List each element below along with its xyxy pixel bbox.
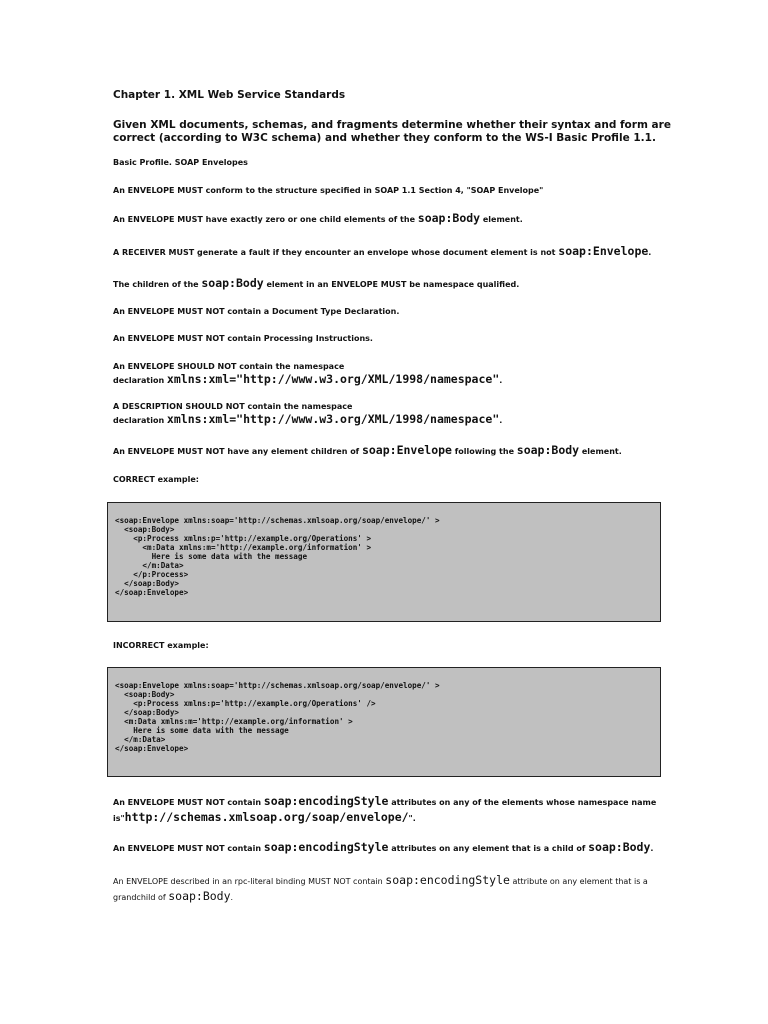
rule-text: grandchild of	[113, 893, 169, 902]
code-line: Here is some data with the message	[115, 552, 308, 561]
rule-text: An ENVELOPE MUST NOT contain	[113, 798, 264, 807]
code-listing	[108, 503, 660, 597]
code-term: soap:Body	[516, 443, 580, 457]
rule-text: .	[648, 248, 652, 257]
rule-text: element in an ENVELOPE MUST be namespace qualified.	[263, 280, 520, 289]
rule-text: An ENVELOPE described in an rpc-literal binding MUST NOT contain	[113, 877, 386, 886]
code-term: soap:Body	[417, 211, 481, 225]
code-line: <p:Process xmlns:p='http://example.org/Operations' />	[115, 699, 376, 708]
code-line: </m:Data>	[115, 735, 166, 744]
code-line: Here is some data with the message	[115, 726, 289, 735]
rule-namespace-qualified	[113, 277, 519, 291]
rule-text: An ENVELOPE MUST have exactly zero or one child elements of the	[113, 215, 418, 224]
code-line: <soap:Body>	[115, 525, 175, 534]
rule-body-count	[113, 212, 523, 226]
rule-envelope-structure: An ENVELOPE MUST conform to the structure specified in SOAP 1.1 Section 4, "SOAP Envelope"	[113, 186, 544, 195]
rule-text: element.	[480, 215, 523, 224]
correct-example-label: CORRECT example:	[113, 475, 199, 484]
code-term: xmlns:xml="http://www.w3.org/XML/1998/namespace"	[166, 372, 500, 386]
code-line: </p:Process>	[115, 570, 189, 579]
code-listing	[108, 668, 660, 753]
rule-no-children-after-body	[113, 444, 622, 458]
rule-text: is"	[113, 814, 125, 823]
code-term: soap:Body	[588, 840, 651, 854]
code-term: soap:Envelope	[361, 443, 452, 457]
incorrect-code-block	[107, 667, 661, 777]
code-term: soap:Body	[201, 276, 264, 290]
code-line: </soap:Body>	[115, 579, 180, 588]
intro-paragraph: Given XML documents, schemas, and fragments determine whether their syntax and form are correct (according to W3C schema) and whether they conform to the WS-I Basic Profile 1.1.	[113, 119, 671, 144]
rule-rpc-literal-encodingstyle	[113, 874, 648, 904]
rule-no-dtd: An ENVELOPE MUST NOT contain a Document Type Declaration.	[113, 307, 400, 316]
rule-text: .	[499, 416, 503, 425]
code-term: soap:encodingStyle	[385, 873, 510, 887]
rule-text: .	[650, 844, 654, 853]
rule-text: A RECEIVER MUST generate a fault if they encounter an envelope whose document element is not	[113, 248, 559, 257]
incorrect-example-label: INCORRECT example:	[113, 641, 209, 650]
rule-encodingstyle-body-child	[113, 841, 653, 855]
rule-text: element.	[579, 447, 622, 456]
code-term: soap:encodingStyle	[263, 794, 389, 808]
rule-text: declaration	[113, 416, 167, 425]
code-line: <m:Data xmlns:m='http://example.org/information' >	[115, 543, 372, 552]
code-term: soap:Body	[168, 889, 231, 903]
code-line: </soap:Body>	[115, 708, 180, 717]
rule-no-processing-instructions: An ENVELOPE MUST NOT contain Processing Instructions.	[113, 334, 373, 343]
code-line: </soap:Envelope>	[115, 744, 189, 753]
rule-text: declaration	[113, 376, 167, 385]
rule-text: ".	[408, 814, 416, 823]
rule-description-xml-namespace	[113, 401, 502, 427]
chapter-title: Chapter 1. XML Web Service Standards	[113, 89, 346, 101]
code-line: <p:Process xmlns:p='http://example.org/Operations' >	[115, 534, 372, 543]
code-term: soap:Envelope	[558, 244, 649, 258]
code-line: <soap:Envelope xmlns:soap='http://schemas.xmlsoap.org/soap/envelope/' >	[115, 516, 440, 525]
code-term: xmlns:xml="http://www.w3.org/XML/1998/namespace"	[166, 412, 500, 426]
code-term: http://schemas.xmlsoap.org/soap/envelope/	[124, 810, 409, 824]
rule-receiver-fault	[113, 245, 651, 259]
rule-text: attribute on any element that is a	[509, 877, 648, 886]
rule-text: .	[499, 376, 503, 385]
rule-text: attributes on any element that is a child of	[388, 844, 589, 853]
section-title: Basic Profile. SOAP Envelopes	[113, 158, 248, 167]
rule-text: The children of the	[113, 280, 202, 289]
rule-text: following the	[451, 447, 517, 456]
rule-text: An ENVELOPE SHOULD NOT contain the namespace	[113, 362, 345, 371]
code-line: <soap:Envelope xmlns:soap='http://schemas.xmlsoap.org/soap/envelope/' >	[115, 681, 440, 690]
rule-encodingstyle-envelope-namespace	[113, 795, 656, 825]
code-line: </soap:Envelope>	[115, 588, 189, 597]
rule-text: attributes on any of the elements whose namespace name	[388, 798, 657, 807]
code-term: soap:encodingStyle	[263, 840, 389, 854]
code-line: <m:Data xmlns:m='http://example.org/information' >	[115, 717, 353, 726]
rule-text: .	[230, 893, 234, 902]
code-line: <soap:Body>	[115, 690, 175, 699]
correct-code-block	[107, 502, 661, 622]
rule-text: An ENVELOPE MUST NOT contain	[113, 844, 264, 853]
rule-text: An ENVELOPE MUST NOT have any element children of	[113, 447, 362, 456]
rule-envelope-xml-namespace	[113, 361, 502, 387]
rule-text: A DESCRIPTION SHOULD NOT contain the namespace	[113, 402, 353, 411]
code-line: </m:Data>	[115, 561, 184, 570]
